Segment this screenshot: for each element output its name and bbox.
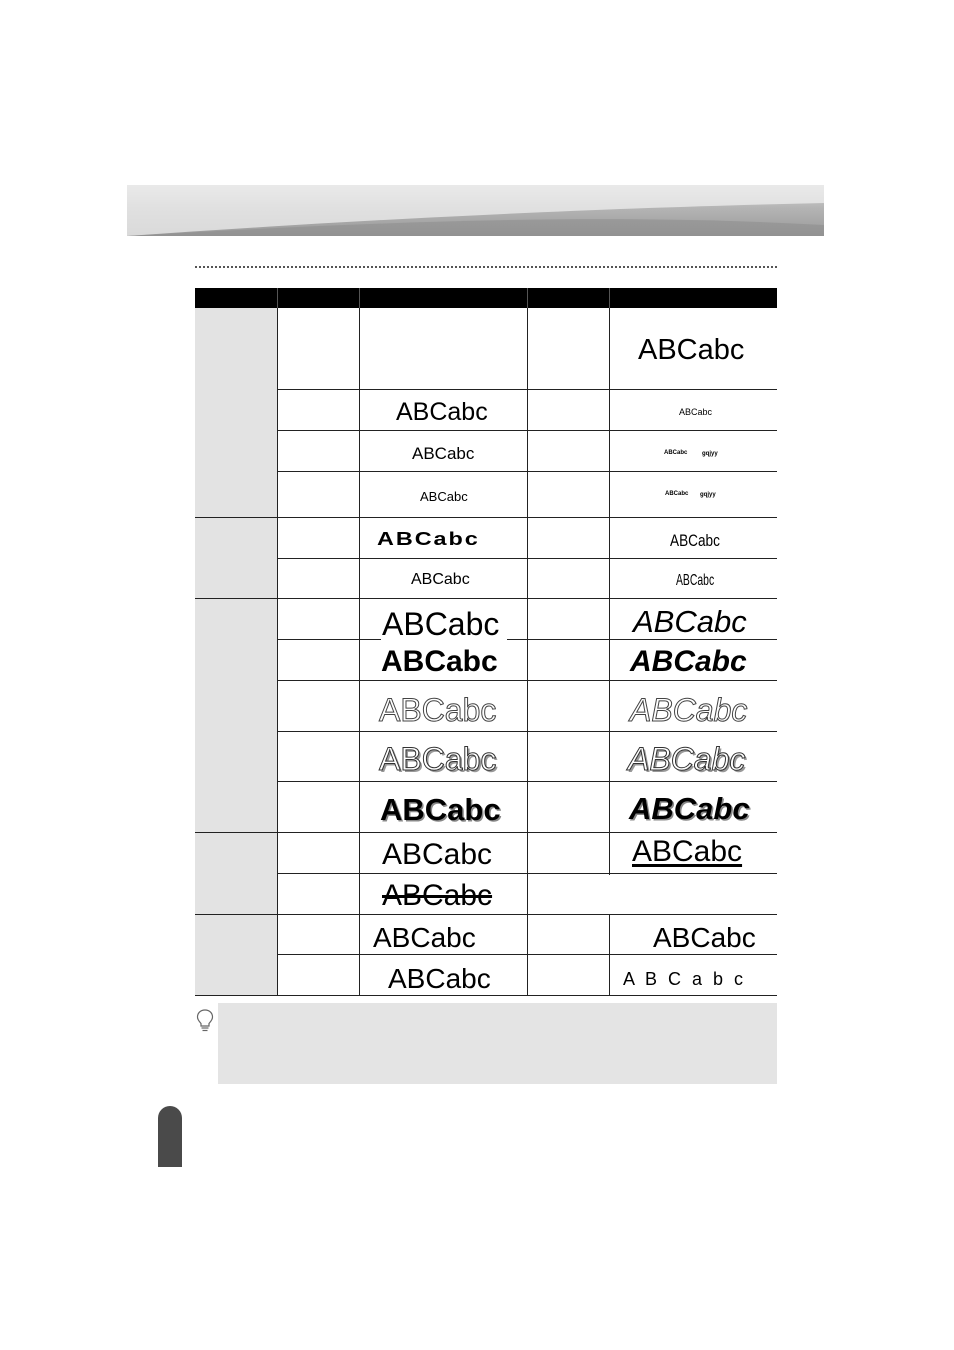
sample-size-tiny: ABCabc [679, 407, 713, 417]
sample-style-solid: ABCabc [380, 792, 501, 827]
header-banner [127, 185, 824, 236]
dotted-separator [195, 266, 777, 268]
sample-width-normal: ABCabc [411, 571, 470, 588]
header-swoosh-decoration [127, 185, 824, 236]
category-cell-size [195, 308, 277, 517]
tip-box [218, 1003, 777, 1084]
sample-size-tiny-b-tail: gqjyy [700, 492, 716, 498]
sample-size-tiny-b: ABCabc [665, 491, 689, 497]
sample-line-strikethrough: ABCabc [382, 879, 493, 912]
sample-size-tiny-a: ABCabc [664, 450, 688, 456]
sample-size-small: ABCabc [420, 489, 468, 504]
sample-align-left: ABCabc [373, 922, 476, 953]
sample-style-bold: ABCabc [381, 645, 498, 678]
category-cell-alignment [195, 915, 277, 995]
sample-size-large: ABCabc [396, 398, 488, 426]
sample-style-italic: ABCabc [633, 604, 747, 639]
sample-style-shadow: ABCabc [379, 741, 497, 777]
sample-size-medium: ABCabc [412, 444, 475, 463]
sample-align-justify: A B C a b c [623, 969, 744, 989]
page-tab [158, 1106, 182, 1167]
sample-align-right: ABCabc [653, 922, 756, 953]
sample-style-normal: ABCabc [382, 606, 500, 642]
sample-line-off: ABCabc [382, 838, 493, 871]
table-header-row [195, 288, 777, 308]
sample-style-outline: ABCabc [379, 692, 497, 728]
sample-style-italic-outline: ABCabc [630, 692, 748, 728]
category-cell-width [195, 518, 277, 598]
sample-width-narrow: ABCabc [670, 531, 720, 550]
category-cell-line [195, 833, 277, 914]
sample-line-underline: ABCabc [632, 835, 743, 868]
sample-width-wide: ABCabc [377, 529, 480, 549]
sample-default-large: ABCabc [638, 334, 745, 366]
sample-style-italic-shadow: ABCabc [628, 741, 746, 777]
sample-style-italic-solid: ABCabc [629, 791, 750, 826]
sample-align-center: ABCabc [388, 963, 491, 994]
lightbulb-icon [195, 1008, 215, 1034]
sample-style-italic-bold: ABCabc [630, 645, 747, 678]
category-cell-style [195, 599, 277, 832]
sample-size-tiny-a-tail: gqjyy [702, 451, 718, 457]
sample-width-extra-narrow: ABCabc [676, 572, 715, 589]
